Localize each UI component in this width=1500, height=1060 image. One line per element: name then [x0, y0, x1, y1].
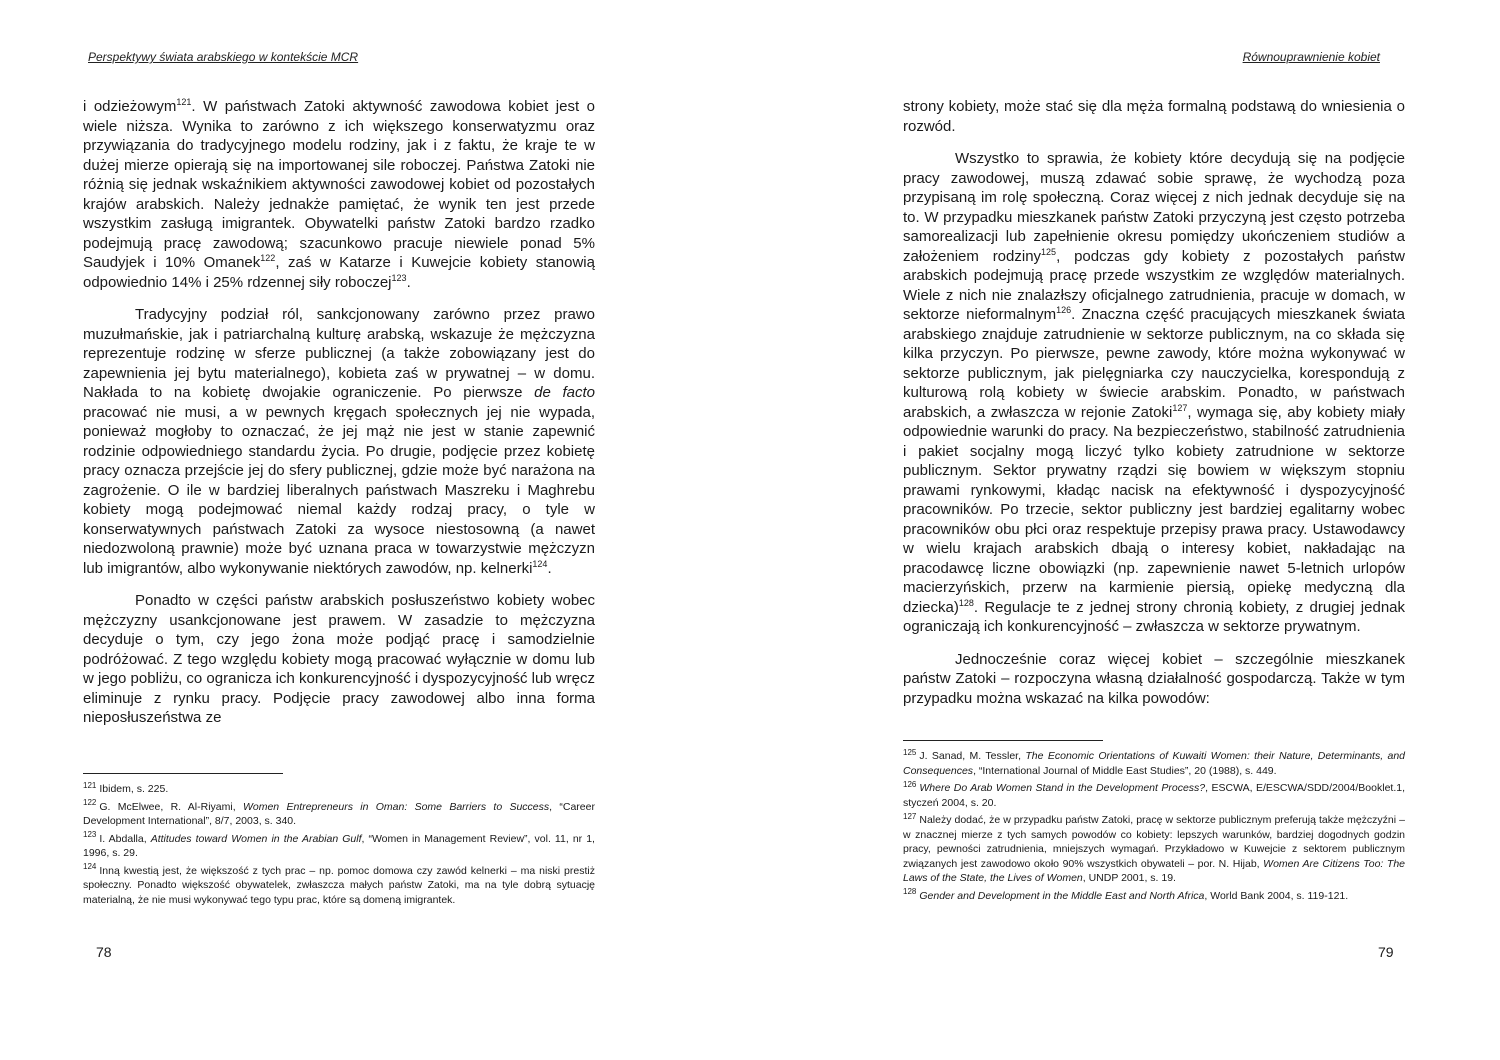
- footnote: [903, 889, 1405, 904]
- paragraph: Tradycyjny podział ról, sankcjonowany zarówno przez prawo muzułmańskie, jak i patriarchalną kulturę arabską, wskazuje że mężczyzna reprezentuje rodzinę w sferze publicznej (a także zobowiązany jest do zapewnienia jej bytu materialnego), kobieta zaś w prywatnej – w domu. Nakłada to na kobietę dwojakie ograniczenie. Po pierwsze de facto pracować nie musi, a w pewnych kręgach społecznych jej nie wypada, ponieważ mogłoby to oznaczać, że jej mąż nie jest w stanie zapewnić rodzinie odpowiedniego standardu życia. Po drugie, podjęcie przez kobietę pracy oznacza przejście jej do sfery publicznej, gdzie może być narażona na zagrożenie. O ile w bardziej liberalnych państwach Maszreku i Maghrebu kobiety mogą podejmować niemal każdy rodzaj pracy, o tyle w konserwatywnych państwach Zatoki za wysoce niestosowną (a nawet niedozwoloną prawnie) może być uznana praca w towarzystwie mężczyzn lub imigrantów, albo wykonywanie niektórych zawodów, np. kelnerki$^{124}$.: [83, 306, 596, 577]
- footnote-number: 122: [83, 798, 97, 807]
- footnote-number: 121: [83, 780, 97, 790]
- footnote: [83, 832, 595, 861]
- footnotes: [83, 782, 595, 910]
- footnote-text: Inną kwestią jest, że większość z tych prac – np. pomoc domowa czy zawód kelnerki – ma niski prestiż społeczny. Ponadto większość obywatelek, zwłaszcza małych państw Zatoki, ma na tyle dobrą sytuację materialną, że nie musi wykonywać tego typu prac, które są domeną imigrantek.: [83, 864, 595, 906]
- footnote: [83, 782, 595, 797]
- footnote-number: 123: [83, 830, 97, 839]
- footnote-separator: [903, 740, 1103, 741]
- running-head: Perspektywy świata arabskiego w kontekście MCR: [88, 50, 359, 64]
- paragraph: Ponadto w części państw arabskich posłuszeństwo kobiety wobec mężczyzny usankcjonowane jest prawem. W zasadzie to mężczyzna decyduje o tym, czy jego żona może podjąć pracę i samodzielnie podróżować. Z tego względu kobiety mogą pracować wyłącznie w domu lub w jego pobliżu, co ogranicza ich konkurencyjność i dyspozycyjność lub wręcz eliminuje z rynku pracy. Podjęcie pracy zawodowej albo inna forma nieposłuszeństwa ze: [83, 592, 595, 726]
- paragraph: i odzieżowym$^{121}$. W państwach Zatoki aktywność zawodowa kobiet jest o wiele niższa. Wynika to zarówno z ich większego konserwatyzmu oraz przywiązania do tradycyjnego modelu rodziny, jak i z faktu, że kraje te w dużej mierze opierają się na importowanej sile roboczej. Państwa Zatoki nie różnią się jednak wskaźnikiem aktywności zawodowej kobiet od pozostałych krajów arabskich. Należy jednakże pamiętać, że wynik ten jest przede wszystkim zasługą imigrantek. Obywatelki państw Zatoki bardzo rzadko podejmują pracę zawodową; szacunkowo pracuje niewiele ponad 5% Saudyjek i 10% Omanek$^{122}$, zaś w Katarze i Kuwejcie kobiety stanowią odpowiednio 14% i 25% rdzennej siły roboczej$^{123}$.: [83, 97, 595, 291]
- footnote-number: 126: [903, 779, 917, 789]
- footnote-text: Gender and Development in the Middle East and North Africa, World Bank 2004, s. 119-121.: [919, 889, 1349, 902]
- body-text: [903, 97, 1405, 721]
- footnote-text: Należy dodać, że w przypadku państw Zatoki, pracę w sektorze publicznym preferują także mężczyźni – w znacznej mierze z tych samych powodów co kobiety: lepszych warunków, bardziej dogodnych godzin pracy, pewności zatrudnienia, mniejszych wymagań. Przykładowo w Kuwejcie z sektorem publicznym związanych jest zawodowo około 90% wszystkich obywateli – por. N. Hijab, Women Are Citizens Too: The Laws of the State, the Lives of Women, UNDP 2001, s. 19.: [903, 814, 1406, 884]
- footnotes: [903, 749, 1405, 906]
- footnote-number: 124: [83, 862, 97, 871]
- page-number: 78: [96, 944, 112, 960]
- footnote-number: 128: [903, 887, 917, 896]
- running-head: Równouprawnienie kobiet: [1242, 50, 1380, 64]
- paragraph: strony kobiety, może stać się dla męża formalną podstawą do wniesienia o rozwód.: [903, 98, 1405, 135]
- page-number: 79: [1378, 944, 1394, 960]
- footnote-text: G. McElwee, R. Al-Riyami, Women Entrepreneurs in Oman: Some Barriers to Success, “Career Development International”, 8/7, 2003, s. 340.: [83, 800, 595, 827]
- footnote-text: I. Abdalla, Attitudes toward Women in the Arabian Gulf, “Women in Management Review”, vol. 11, nr 1, 1996, s. 29.: [83, 832, 595, 859]
- footnote-text: Ibidem, s. 225.: [99, 783, 169, 795]
- footnote: [83, 864, 595, 908]
- footnote: [903, 781, 1405, 810]
- footnote-number: 125: [903, 747, 917, 757]
- right-page: [750, 0, 1500, 1060]
- paragraph: Wszystko to sprawia, że kobiety które decydują się na podjęcie pracy zawodowej, muszą zdawać sobie sprawę, że wychodzą poza przypisaną im rolę społeczną. Coraz więcej z nich jednak decyduje się na to. W przypadku mieszkanek państw Zatoki przyczyną jest często potrzeba samorealizacji lub zapełnienie okresu pomiędzy ukończeniem studiów a założeniem rodziny$^{125}$, podczas gdy kobiety z pozostałych państw arabskich podejmują pracę przede wszystkim ze względów materialnych. Wiele z nich nie znalazłszy oficjalnego zatrudnienia, pracuje w domach, w sektorze nieformalnym$^{126}$. Znaczna część pracujących mieszkanek świata arabskiego znajduje zatrudnienie w sektorze publicznym, na co składa się kilka przyczyn. Po pierwsze, pewne zawody, które można wykonywać w sektorze publicznym, jak pielęgniarka czy nauczycielka, korespondują z kulturową rolą kobiety w świecie arabskim. Ponadto, w państwach arabskich, a zwłaszcza w rejonie Zatoki$^{127}$, wymaga się, aby kobiety miały odpowiednie warunki do pracy. Na bezpieczeństwo, stabilność zatrudnienia i pakiet socjalny mogą liczyć tylko kobiety zatrudnione w sektorze publicznym. Sektor prywatny rządzi się bowiem w większym stopniu prawami rynkowymi, kładąc nacisk na efektywność i dyspozycyjność pracowników. Po trzecie, sektor publiczny jest bardziej egalitarny wobec pracowników obu płci oraz respektuje przepisy prawa pracy. Ustawodawcy w wielu krajach arabskich dbają o interesy kobiet, nakładając na pracodawcę liczne obowiązki (np. zapewnienie nawet 5-letnich urlopów macierzyńskich, przerw na karmienie piersią, opiekę medyczną dla dziecka)$^{128}$. Regulacje te z jednej strony chronią kobiety, z drugiej jednak ograniczają ich konkurencyjność – zwłaszcza w sektorze prywatnym.: [903, 150, 1406, 635]
- footnote-text: J. Sanad, M. Tessler, The Economic Orientations of Kuwaiti Women: their Nature, Determinants, and Consequences, “International Journal of Middle East Studies”, 20 (1988), s. 449.: [903, 750, 1406, 777]
- paragraph: Jednocześnie coraz więcej kobiet – szczególnie mieszkanek państw Zatoki – rozpoczyna własną działalność gospodarczą. Także w tym przypadku można wskazać na kilka powodów:: [903, 650, 1405, 707]
- footnote-number: 127: [903, 811, 917, 821]
- footnote: [83, 800, 595, 829]
- body-text: [83, 97, 595, 741]
- footnote-text: Where Do Arab Women Stand in the Development Process?, ESCWA, E/ESCWA/SDD/2004/Booklet.1, styczeń 2004, s. 20.: [903, 782, 1406, 809]
- footnote-separator: [83, 773, 283, 774]
- footnote: [903, 813, 1405, 886]
- footnote: [903, 749, 1405, 778]
